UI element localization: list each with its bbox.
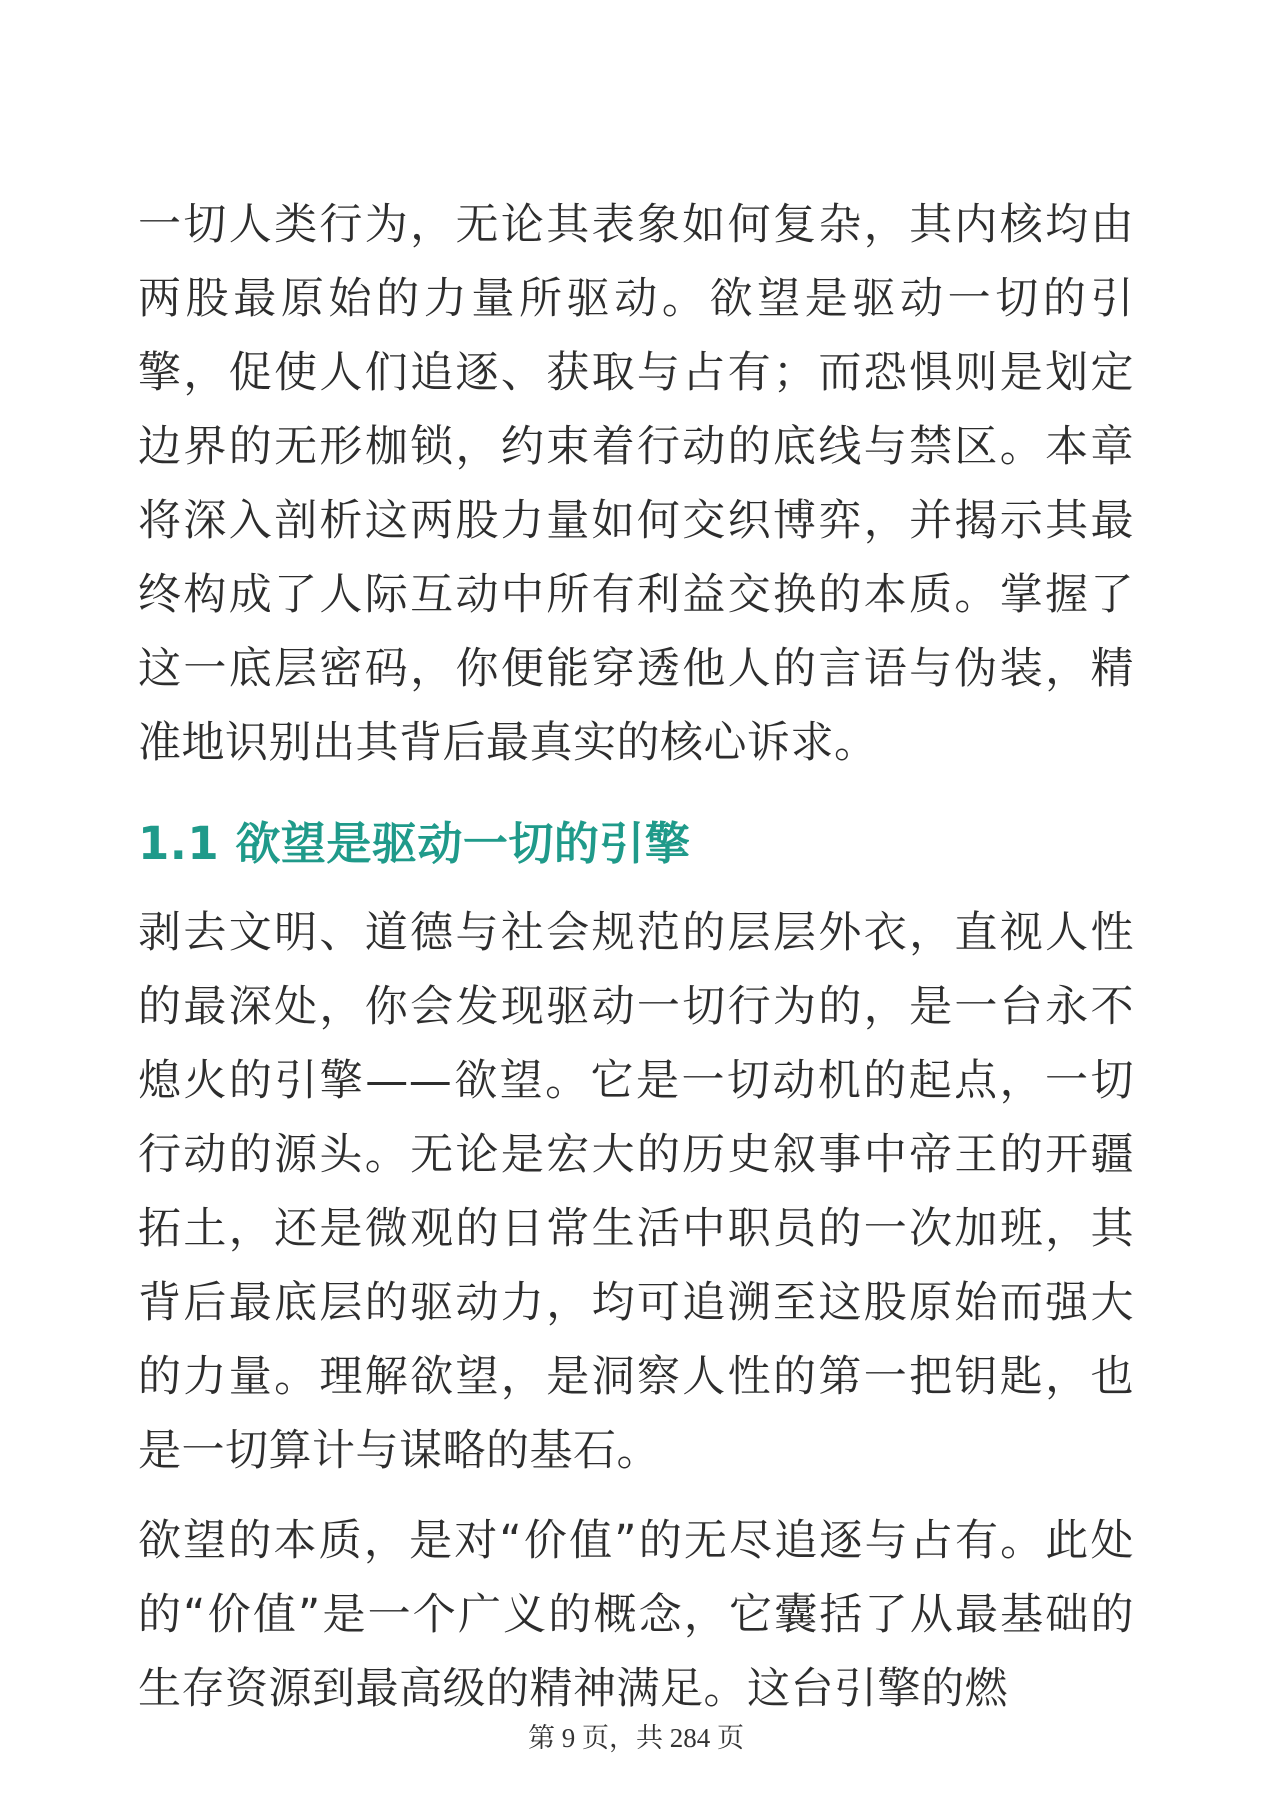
page-content (138, 188, 1134, 1742)
body-paragraph-2: 欲望的本质，是对“价值”的无尽追逐与占有。此处的“价值”是一个广义的概念，它囊括了从最基础的生存资源到最高级的精神满足。这台引擎的燃 (138, 1516, 1134, 1714)
intro-paragraph: 一切人类行为，无论其表象如何复杂，其内核均由两股最原始的力量所驱动。欲望是驱动一切的引擎，促使人们追逐、获取与占有；而恐惧则是划定边界的无形枷锁，约束着行动的底线与禁区。本章将深入剖析这两股力量如何交织博弈，并揭示其最终构成了人际互动中所有利益交换的本质。掌握了这一底层密码，你便能穿透他人的言语与伪装，精准地识别出其背后最真实的核心诉求。 (138, 200, 1134, 768)
page-number-footer: 第 9 页，共 284 页 (528, 1723, 744, 1753)
section-heading: 1.1 欲望是驱动一切的引擎 (138, 817, 691, 870)
body-paragraph-1: 剥去文明、道德与社会规范的层层外衣，直视人性的最深处，你会发现驱动一切行为的，是一台永不熄火的引擎——欲望。它是一切动机的起点，一切行动的源头。无论是宏大的历史叙事中帝王的开疆拓土，还是微观的日常生活中职员的一次加班，其背后最底层的驱动力，均可追溯至这股原始而强大的力量。理解欲望，是洞察人性的第一把钥匙，也是一切算计与谋略的基石。 (138, 908, 1134, 1476)
